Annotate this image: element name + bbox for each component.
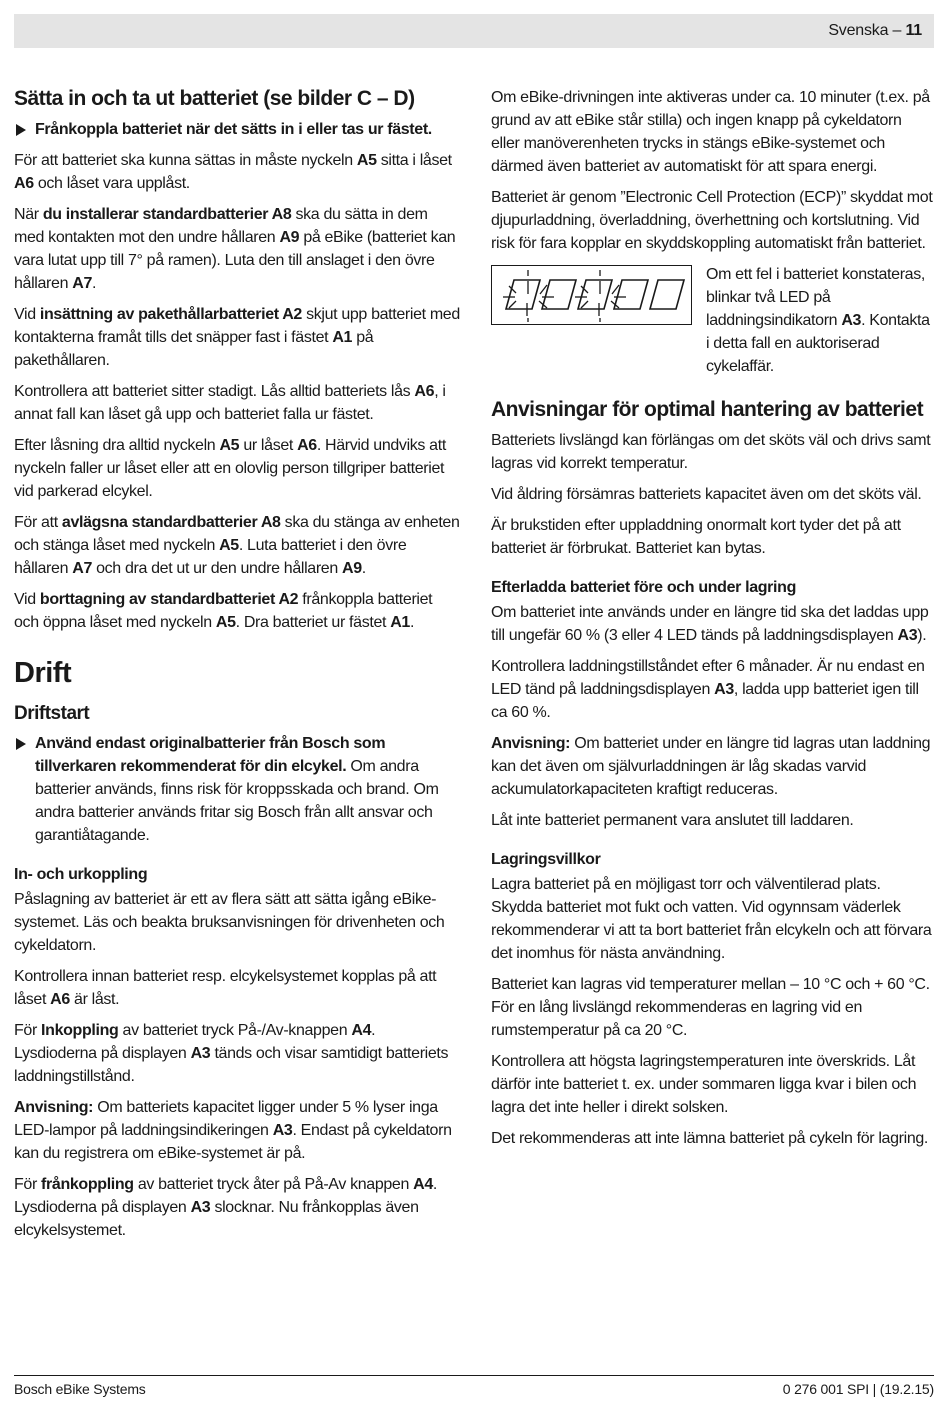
paragraph: Kontrollera att batteriet sitter stadigt. Lås alltid batteriets lås A6, i annat fall kan låset gå upp och batteriet falla ur fästet.: [14, 383, 446, 423]
heading-on-off: In- och urkoppling: [14, 866, 148, 883]
paragraph: Om batteriet inte används under en längre tid ska det laddas upp till ungefär 60 % (3 eller 4 LED tänds på laddningsdisplayen A3).: [491, 604, 929, 644]
heading-storage: Lagringsvillkor: [491, 851, 601, 868]
warning-original-batteries: Använd endast originalbatterier från Bosch som tillverkaren rekommenderat för din elcykel. Om andra batterier används, finns risk för kroppsskada och brand. Om andra batterier används fritar sig Bosch från allt ansvar och garantiåtagande.: [14, 732, 460, 847]
led-error-figure-row: [491, 263, 934, 375]
blinking-led-icon: [492, 266, 690, 323]
paragraph: För att avlägsna standardbatterier A8 ska du stänga av enheten och stänga låset med nyckeln A5. Luta batteriet i den övre hållaren A7 och dra det ut ur den undre hållaren A9.: [14, 514, 460, 577]
paragraph: Batteriet är genom ”Electronic Cell Protection (ECP)” skyddat mot djupurladdning, överladdning, överhettning och kortslutning. Vid risk för fara kopplar en skyddskoppling automatiskt från batteriet.: [491, 189, 933, 252]
header-label: [828, 22, 922, 40]
paragraph: Lagra batteriet på en möjligast torr och välventilerad plats. Skydda batteriet mot fukt och vatten. Vid ogynnsam väderlek rekommenderar vi att ta bort batteriet från elcykeln och att förvara det inomhus för nästa användning.: [491, 876, 932, 962]
paragraph: Vid borttagning av standardbatteriet A2 frånkoppla batteriet och öppna låset med nyckeln A5. Dra batteriet ur fästet A1.: [14, 591, 433, 631]
led-indicator-figure: [491, 265, 692, 325]
paragraph: Batteriet kan lagras vid temperaturer mellan – 10 °C och + 60 °C. För en lång livslängd rekommenderas en lagring vid en rumstemperatur på ca 20 °C.: [491, 976, 930, 1039]
page-header: [14, 14, 934, 48]
heading-recharge: Efterladda batteriet före och under lagring: [491, 579, 796, 596]
paragraph: För att batteriet ska kunna sättas in måste nyckeln A5 sitta i låset A6 och låset vara upplåst.: [14, 152, 452, 192]
left-column: [14, 86, 460, 1250]
heading-driftstart: Driftstart: [14, 703, 90, 724]
paragraph: Låt inte batteriet permanent vara anslutet till laddaren.: [491, 812, 854, 829]
paragraph: För Inkoppling av batteriet tryck På-/Av-knappen A4. Lysdioderna på displayen A3 tänds och visar samtidigt batteriets laddningstillstånd.: [14, 1022, 449, 1085]
paragraph: Vid åldring försämras batteriets kapacitet även om det sköts väl.: [491, 486, 922, 503]
paragraph: Anvisning: Om batteriets kapacitet ligger under 5 % lyser inga LED-lampor på laddningsindikeringen A3. Endast på cykeldatorn kan du registrera om eBike-systemet är på.: [14, 1099, 452, 1162]
paragraph: Efter låsning dra alltid nyckeln A5 ur låset A6. Härvid undviks att nyckeln faller ur låset eller att en olovlig person tillgriper batteriet vid parkerad elcykel.: [14, 437, 446, 500]
right-column: [491, 86, 934, 1158]
heading-drift: Drift: [14, 657, 72, 689]
paragraph: Batteriets livslängd kan förlängas om det sköts väl och drivs samt lagras vid korrekt temperatur.: [491, 432, 931, 472]
footer-divider: [14, 1375, 934, 1376]
paragraph: När du installerar standardbatterier A8 ska du sätta in dem med kontakten mot den undre hållaren A9 på eBike (batteriet kan vara lutat upp till 7° på ramen). Luta den till anslaget i den övre hållaren A7.: [14, 206, 456, 292]
header-language: Svenska: [828, 22, 889, 39]
heading-battery-care: Anvisningar för optimal hantering av batteriet: [491, 398, 924, 421]
paragraph: Påslagning av batteriet är ett av flera sätt att sätta igång eBike-systemet. Läs och beakta bruksanvisningen för drivenheten och cykeldatorn.: [14, 891, 445, 954]
paragraph: Om eBike-drivningen inte aktiveras under ca. 10 minuter (t.ex. på grund av att eBike står stilla) och ingen knapp på cykeldatorn eller manöverenheten trycks in stängs eBike-systemet och därmed även batteriet av automatiskt för att spara energi.: [491, 89, 930, 175]
page-number: 11: [905, 22, 922, 39]
paragraph: Är brukstiden efter uppladdning onormalt kort tyder det på att batteriet är förbrukat. Batteriet kan bytas.: [491, 517, 901, 557]
header-dash: –: [888, 22, 906, 39]
paragraph: Anvisning: Om batteriet under en längre tid lagras utan laddning kan det även om självurladdningen är låg skadas varvid ackumulatorkapaciteten kraftigt reduceras.: [491, 735, 931, 798]
paragraph: Vid insättning av pakethållarbatteriet A2 skjut upp batteriet med kontakterna framåt tills det snäpper fast i fästet A1 på pakethållaren.: [14, 306, 460, 369]
footer-doc-number: 0 276 001 SPI | (19.2.15): [782, 1381, 934, 1397]
led-error-text: Om ett fel i batteriet konstateras, blinkar två LED på laddningsindikatorn A3. Kontakta i detta fall en auktoriserad cykelaffär.: [706, 266, 930, 375]
paragraph: Kontrollera laddningstillståndet efter 6 månader. Är nu endast en LED tänd på laddningsdisplayen A3, ladda upp batteriet igen till ca 60 %.: [491, 658, 925, 721]
warning-arrow-icon: [16, 738, 26, 750]
paragraph: Kontrollera att högsta lagringstemperaturen inte överskrids. Låt därför inte batteriet t. ex. under sommaren ligga kvar i bilen och lagra det inte heller i direkt solsken.: [491, 1053, 917, 1116]
warning-disconnect: Frånkoppla batteriet när det sätts in i eller tas ur fästet.: [14, 118, 460, 141]
footer-brand: Bosch eBike Systems: [14, 1381, 146, 1397]
warning-arrow-icon: [16, 124, 26, 136]
paragraph: För frånkoppling av batteriet tryck åter på På-Av knappen A4. Lysdioderna på displayen A3 slocknar. Nu frånkopplas även elcykelsystemet.: [14, 1176, 437, 1239]
heading-insert-battery: Sätta in och ta ut batteriet (se bilder C – D): [14, 87, 415, 110]
paragraph: Kontrollera innan batteriet resp. elcykelsystemet kopplas på att låset A6 är låst.: [14, 968, 437, 1008]
paragraph: Det rekommenderas att inte lämna batteriet på cykeln för lagring.: [491, 1130, 929, 1147]
